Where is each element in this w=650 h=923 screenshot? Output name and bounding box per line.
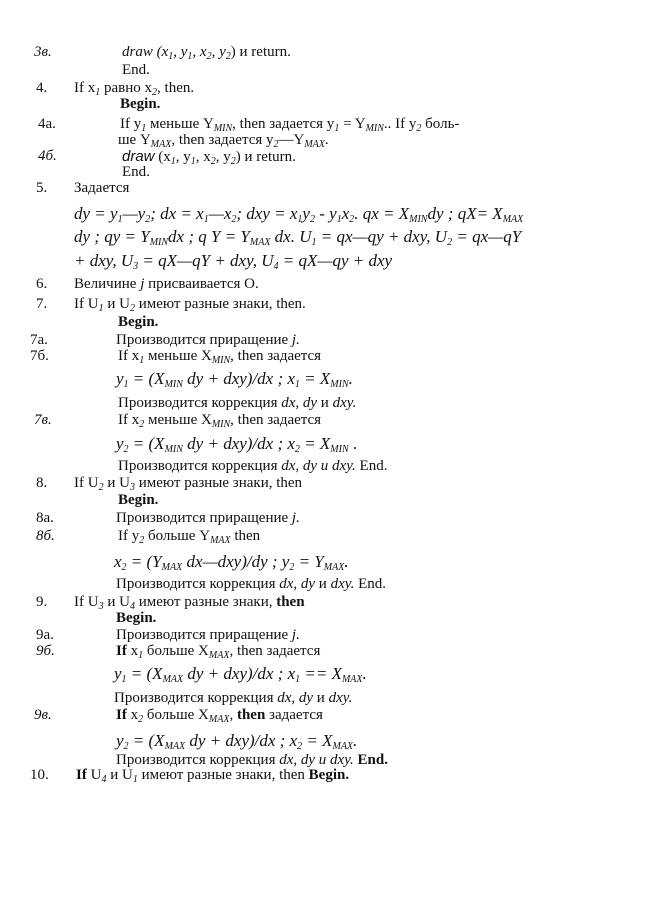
text-run: Величине (74, 276, 141, 292)
subscript: MAX (162, 674, 184, 685)
subscript: 2 (98, 482, 104, 493)
text-run: dy = y (74, 204, 118, 223)
subscript: MIN (330, 379, 349, 390)
text-run: = (X (126, 664, 163, 683)
text-run: . (348, 434, 358, 453)
text-run: = Y (339, 116, 366, 132)
subscript: 1 (294, 379, 300, 390)
subscript: 4 (273, 261, 279, 272)
text-line (118, 395, 356, 412)
subscript: MAX (208, 650, 230, 661)
subscript: 1 (336, 214, 342, 225)
subscript: 4 (129, 601, 135, 612)
item-number: 9. (36, 594, 48, 610)
subscript: 2 (123, 741, 129, 752)
text-run: , x (195, 149, 211, 165)
text-line (118, 492, 158, 509)
item-number: 6. (36, 276, 48, 292)
subscript: MIN (164, 444, 183, 455)
text-run: x (341, 204, 350, 223)
subscript: 1 (117, 214, 123, 225)
text-line (74, 80, 194, 97)
subscript: 1 (170, 156, 176, 167)
text-run: , then задается (230, 348, 322, 364)
subscript: MIN (409, 214, 428, 225)
text-run: . (362, 664, 367, 683)
subscript: 1 (132, 774, 138, 785)
text-line (118, 314, 158, 331)
subscript: MIN (365, 123, 384, 134)
subscript: 1 (141, 123, 147, 134)
subscript: 2 (123, 444, 129, 455)
item-number: 8б. (36, 528, 55, 544)
text-run: имеют разные знаки, then (137, 767, 309, 783)
subscript: MAX (208, 714, 230, 725)
text-run: dx, dy и dxy. (279, 752, 354, 768)
text-run: = qX—qY + dxy, U (138, 251, 274, 270)
text-line (114, 664, 367, 685)
text-run: = (X (128, 731, 165, 750)
item-number: 9б. (36, 643, 55, 659)
text-run: Производится коррекция (114, 690, 278, 706)
text-run: , x (192, 44, 207, 60)
item-number: 10. (30, 767, 49, 783)
text-line (118, 458, 387, 475)
text-run: dxy. (330, 576, 355, 592)
subscript: 1 (139, 355, 145, 366)
subscript: MIN (213, 123, 233, 134)
text-line (116, 707, 323, 724)
text-run: If x (118, 412, 140, 428)
item-number: 4б. (38, 148, 57, 164)
text-line (74, 296, 306, 313)
text-run: y (114, 664, 122, 683)
text-run: и U (106, 767, 133, 783)
text-run: и (315, 576, 331, 592)
text-line (116, 510, 300, 527)
text-run: dy + dxy)/dx ; x (182, 369, 295, 388)
subscript: MAX (161, 562, 183, 573)
text-run: If y (120, 116, 142, 132)
text-run: Производится приращение (116, 627, 292, 643)
text-line (116, 627, 300, 644)
text-line (118, 132, 329, 149)
subscript: 4 (101, 774, 107, 785)
subscript: 1 (334, 123, 340, 134)
text-line (74, 475, 302, 492)
item-number: 7в. (34, 412, 52, 428)
text-run: If (116, 707, 127, 723)
text-run: If (116, 643, 127, 659)
text-run: , then задается y (232, 116, 335, 132)
text-run: и (313, 690, 329, 706)
text-run: и U (103, 594, 130, 610)
text-run: задается (265, 707, 323, 723)
text-line (122, 62, 150, 79)
text-line (74, 594, 305, 611)
subscript: 2 (297, 741, 303, 752)
text-run: = qx—qY (452, 227, 522, 246)
subscript: 1 (190, 156, 196, 167)
subscript: 2 (210, 156, 216, 167)
subscript: MAX (150, 139, 172, 150)
subscript: 2 (309, 214, 315, 225)
text-run: dy + dxy)/dx ; x (182, 434, 295, 453)
subscript: 2 (225, 51, 231, 62)
text-run: draw (122, 148, 155, 165)
text-line (74, 204, 524, 225)
text-run: = (X (128, 434, 165, 453)
text-line (116, 610, 156, 627)
text-run: dx, dy (281, 395, 318, 411)
text-line (114, 690, 352, 707)
text-run: x (126, 707, 139, 723)
subscript: 2 (121, 562, 127, 573)
subscript: 2 (206, 51, 212, 62)
text-run: j (140, 276, 145, 292)
subscript: 3 (133, 261, 139, 272)
text-run: dx, dy (279, 576, 316, 592)
text-run: dx, dy и dxy. (281, 458, 356, 474)
text-run: = qX—qy + dxy (278, 251, 393, 270)
text-run: Производится приращение (116, 510, 292, 526)
text-line (116, 731, 358, 752)
text-run: If x (74, 80, 96, 96)
text-run: End. (122, 164, 150, 180)
text-run: (x (154, 149, 171, 165)
text-run: = Y (294, 552, 324, 571)
text-run: End. (354, 576, 386, 592)
text-run: then (236, 707, 266, 723)
text-run: draw (x (122, 44, 169, 60)
text-run: j. (291, 627, 300, 643)
text-run: ; dxy = x (236, 204, 298, 223)
text-run: = X (302, 731, 333, 750)
text-run: , y (175, 149, 191, 165)
subscript: 2 (139, 535, 145, 546)
text-run: End. (355, 458, 388, 474)
subscript: 2 (138, 714, 144, 725)
text-run: = (Y (126, 552, 162, 571)
text-run: ) и return. (235, 149, 296, 165)
text-line (116, 332, 300, 349)
text-run: If x (118, 348, 140, 364)
subscript: 1 (138, 650, 144, 661)
text-run: End. (122, 62, 150, 78)
text-line (118, 412, 321, 429)
text-line (120, 116, 459, 133)
text-run: , then задается (230, 412, 322, 428)
text-run: имеют разные знаки, then. (134, 296, 306, 312)
item-number: 7б. (30, 348, 49, 364)
text-run: —y (122, 204, 146, 223)
item-number: 4. (36, 80, 48, 96)
text-run: Производится коррекция (116, 752, 280, 768)
text-run: ) и return. (230, 44, 291, 60)
text-run: Производится коррекция (118, 395, 282, 411)
text-run: .. If y (383, 116, 417, 132)
text-line (76, 767, 349, 784)
subscript: MAX (323, 562, 345, 573)
text-run: dx—dxy)/dy ; y (182, 552, 290, 571)
text-run: U (86, 767, 102, 783)
subscript: 3 (98, 601, 104, 612)
text-run: . (344, 552, 349, 571)
text-run: x (114, 552, 122, 571)
subscript: 2 (230, 156, 236, 167)
subscript: 1 (297, 214, 303, 225)
text-line (74, 251, 393, 272)
text-run: больше X (143, 707, 209, 723)
item-number: 8а. (36, 510, 54, 526)
text-run: меньше X (144, 348, 212, 364)
text-line (116, 643, 320, 660)
text-line (120, 96, 160, 113)
text-run: —Y (278, 132, 305, 148)
item-number: 7. (36, 296, 48, 312)
subscript: 2 (416, 123, 422, 134)
text-run: + dxy, U (74, 251, 134, 270)
text-run: , then. (157, 80, 195, 96)
subscript: MIN (149, 237, 169, 248)
text-run: x (126, 643, 139, 659)
text-run: y (116, 731, 124, 750)
item-number: 8. (36, 475, 48, 491)
subscript: 1 (311, 237, 317, 248)
item-number: 9в. (34, 707, 52, 723)
item-number: 5. (36, 180, 48, 196)
text-run: —x (208, 204, 232, 223)
subscript: 2 (349, 214, 355, 225)
text-run: dxy. (328, 690, 353, 706)
subscript: 1 (203, 214, 209, 225)
text-run: . (353, 731, 358, 750)
text-run: имеют разные знаки, (134, 594, 277, 610)
subscript: 2 (145, 214, 151, 225)
text-run: ше Y (118, 132, 151, 148)
text-run: боль- (421, 116, 460, 132)
subscript: 1 (168, 51, 174, 62)
subscript: 1 (98, 303, 104, 314)
text-run: dxy. (332, 395, 357, 411)
text-run: If y (118, 528, 140, 544)
subscript: 3 (129, 482, 135, 493)
text-run: dx. U (270, 227, 312, 246)
item-number: 4а. (38, 116, 56, 132)
text-run: If (76, 767, 87, 783)
text-run: . (324, 132, 329, 148)
text-line (122, 44, 291, 61)
subscript: 2 (289, 562, 295, 573)
text-run: , (229, 707, 237, 723)
text-run: dy ; qX= X (427, 204, 503, 223)
subscript: 2 (152, 87, 158, 98)
text-run: имеют разные знаки, then (134, 475, 303, 491)
subscript: MIN (330, 444, 349, 455)
subscript: MAX (502, 214, 524, 225)
text-run: Begin. (118, 314, 159, 330)
text-run: If U (74, 296, 99, 312)
text-run: = qx—qy + dxy, U (316, 227, 448, 246)
text-run: = (X (128, 369, 165, 388)
subscript: 2 (139, 419, 145, 430)
item-number: 7а. (30, 332, 48, 348)
text-run: , y (173, 44, 188, 60)
text-run: Производится коррекция (116, 576, 280, 592)
subscript: 2 (447, 237, 453, 248)
text-run: dy ; qy = Y (74, 227, 150, 246)
text-run: присваивается О. (144, 276, 259, 292)
text-run: , then задается (229, 643, 321, 659)
text-run: меньше X (144, 412, 212, 428)
text-run: j. (291, 510, 300, 526)
text-run: If U (74, 594, 99, 610)
text-line (118, 348, 321, 365)
text-run: равно x (100, 80, 153, 96)
text-run: dx ; q Y = Y (168, 227, 250, 246)
text-run: меньше Y (146, 116, 214, 132)
text-run: then (276, 594, 305, 610)
text-line (118, 528, 260, 545)
text-run: - y (314, 204, 337, 223)
text-run: y (116, 369, 124, 388)
subscript: MIN (211, 419, 231, 430)
subscript: MAX (304, 139, 325, 150)
text-run: j. (291, 332, 300, 348)
text-line (116, 434, 358, 455)
text-line (74, 180, 129, 197)
subscript: 1 (187, 51, 193, 62)
text-run: dx, dy (277, 690, 314, 706)
text-line (116, 369, 353, 390)
text-run: == X (300, 664, 342, 683)
subscript: MIN (164, 379, 183, 390)
text-line (122, 164, 150, 181)
subscript: 2 (231, 214, 237, 225)
text-run: и U (103, 296, 130, 312)
text-run: = X (299, 369, 331, 388)
subscript: MAX (164, 741, 186, 752)
subscript: 2 (294, 444, 300, 455)
text-run: If U (74, 475, 99, 491)
subscript: 1 (123, 379, 129, 390)
subscript: MIN (211, 355, 231, 366)
text-run: Задается (74, 180, 130, 196)
text-line (74, 276, 259, 293)
text-run: , y (215, 149, 231, 165)
subscript: MAX (249, 237, 271, 248)
text-run: dy + dxy)/dx ; x (183, 664, 296, 683)
text-run: y (116, 434, 124, 453)
text-run: y (302, 204, 310, 223)
subscript: 1 (95, 87, 101, 98)
item-number: 9а. (36, 627, 54, 643)
text-run: и U (103, 475, 130, 491)
subscript: MAX (210, 535, 231, 546)
text-run: . qx = X (354, 204, 410, 223)
text-run: Begin. (308, 767, 350, 783)
subscript: 2 (273, 139, 279, 150)
text-run: Производится приращение (116, 332, 292, 348)
text-line (116, 576, 386, 593)
text-run: dy + dxy)/dx ; x (185, 731, 298, 750)
text-run: Begin. (116, 610, 157, 626)
text-run: ; dx = x (150, 204, 204, 223)
text-run: больше Y (144, 528, 211, 544)
text-run: , then задается y (171, 132, 274, 148)
text-run: , y (211, 44, 226, 60)
subscript: MAX (332, 741, 354, 752)
text-run: = X (299, 434, 331, 453)
text-run: . (348, 369, 353, 388)
subscript: 2 (129, 303, 135, 314)
subscript: 1 (295, 674, 301, 685)
text-run: и (317, 395, 333, 411)
text-run: Begin. (118, 492, 159, 508)
text-line (74, 227, 522, 248)
text-run: Производится коррекция (118, 458, 282, 474)
text-line (114, 552, 349, 573)
text-run: больше X (143, 643, 209, 659)
item-number: 3в. (34, 44, 52, 60)
subscript: MAX (341, 674, 363, 685)
text-run: then (230, 528, 261, 544)
text-run: Begin. (120, 96, 161, 112)
text-run: End. (353, 752, 388, 768)
subscript: 1 (121, 674, 127, 685)
